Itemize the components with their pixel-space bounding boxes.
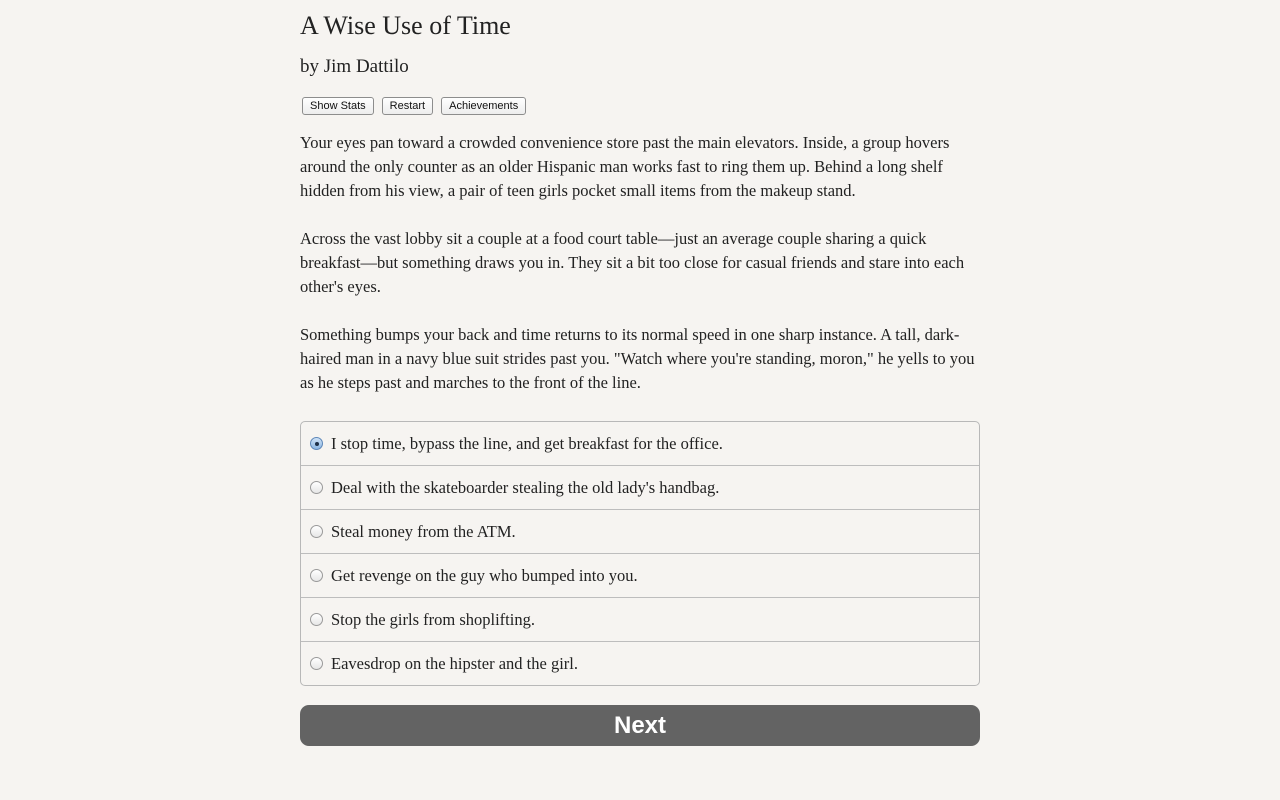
choice-option[interactable] <box>301 641 979 685</box>
story-text <box>300 131 980 419</box>
choice-option[interactable] <box>301 553 979 597</box>
page-title: A Wise Use of Time <box>300 11 511 40</box>
choice-option[interactable] <box>301 509 979 553</box>
choice-option[interactable] <box>301 465 979 509</box>
toolbar <box>302 97 526 115</box>
story-paragraph: Something bumps your back and time returns to its normal speed in one sharp instance. A tall, dark-haired man in a navy blue suit strides past you. "Watch where you're standing, moron," he yells to you as he steps past and marches to the front of the line. <box>300 325 975 392</box>
author-byline: by Jim Dattilo <box>300 56 409 77</box>
radio-button[interactable] <box>310 525 323 538</box>
radio-button[interactable] <box>310 613 323 626</box>
choice-option[interactable] <box>301 597 979 641</box>
radio-button[interactable] <box>310 481 323 494</box>
choice-label[interactable]: Eavesdrop on the hipster and the girl. <box>331 653 578 673</box>
story-paragraph: Across the vast lobby sit a couple at a food court table—just an average couple sharing a quick breakfast—but something draws you in. They sit a bit too close for casual friends and stare into each other's eyes. <box>300 229 965 296</box>
restart-button[interactable]: Restart <box>382 97 433 115</box>
choice-label[interactable]: Get revenge on the guy who bumped into you. <box>331 565 638 585</box>
next-button[interactable]: Next <box>300 705 980 746</box>
choice-label[interactable]: Deal with the skateboarder stealing the old lady's handbag. <box>331 477 720 497</box>
choice-list <box>300 421 980 686</box>
choice-option[interactable] <box>301 422 979 465</box>
radio-button[interactable] <box>310 569 323 582</box>
radio-button-selected[interactable] <box>310 437 323 450</box>
choice-label[interactable]: Stop the girls from shoplifting. <box>331 609 535 629</box>
show-stats-button[interactable]: Show Stats <box>302 97 374 115</box>
choice-label[interactable]: Steal money from the ATM. <box>331 521 516 541</box>
radio-button[interactable] <box>310 657 323 670</box>
story-paragraph: Your eyes pan toward a crowded convenience store past the main elevators. Inside, a group hovers around the only counter as an older Hispanic man works fast to ring them up. Behind a long shelf hidden from his view, a pair of teen girls pocket small items from the makeup stand. <box>300 133 950 200</box>
achievements-button[interactable]: Achievements <box>441 97 526 115</box>
choice-label[interactable]: I stop time, bypass the line, and get breakfast for the office. <box>331 433 723 453</box>
